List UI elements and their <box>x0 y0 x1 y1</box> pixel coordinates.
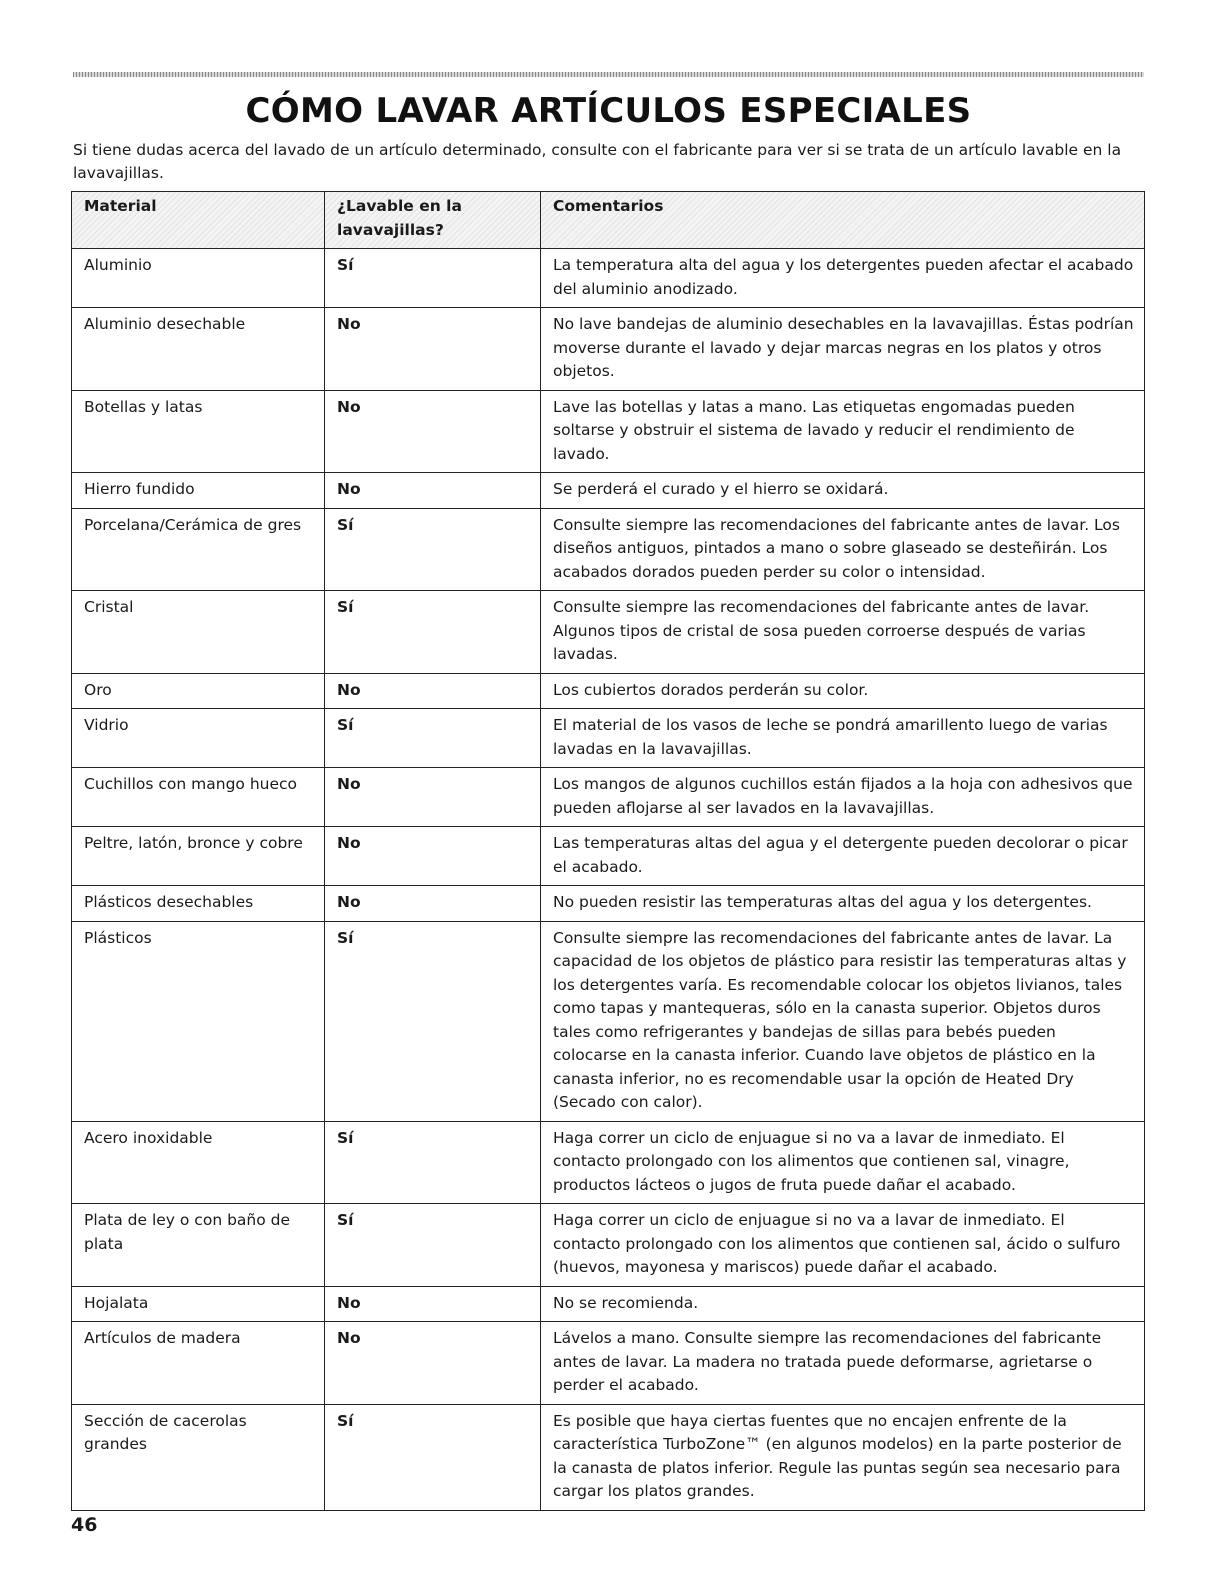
table-row <box>72 1404 1145 1510</box>
header-material: Material <box>72 192 325 249</box>
cell-comments: Haga correr un ciclo de enjuague si no va a lavar de inmediato. El contacto prolongado con los alimentos que contienen sal, vinagre, productos lácteos o jugos de fruta puede dañar el acabado. <box>541 1121 1145 1204</box>
cell-comments: Lave las botellas y latas a mano. Las etiquetas engomadas pueden soltarse y obstruir el sistema de lavado y reducir el rendimiento de lavado. <box>541 390 1145 473</box>
cell-material: Peltre, latón, bronce y cobre <box>72 827 325 886</box>
cell-material: Cuchillos con mango hueco <box>72 768 325 827</box>
table-row <box>72 473 1145 509</box>
cell-material: Hojalata <box>72 1286 325 1322</box>
cell-washable: Sí <box>325 508 541 591</box>
cell-washable: Sí <box>325 249 541 308</box>
cell-washable: No <box>325 308 541 391</box>
cell-comments: No lave bandejas de aluminio desechables en la lavavajillas. Éstas podrían moverse durante el lavado y dejar marcas negras en los platos y otros objetos. <box>541 308 1145 391</box>
cell-comments: Las temperaturas altas del agua y el detergente pueden decolorar o picar el acabado. <box>541 827 1145 886</box>
cell-material: Plásticos <box>72 921 325 1121</box>
cell-material: Botellas y latas <box>72 390 325 473</box>
page-title: CÓMO LAVAR ARTÍCULOS ESPECIALES <box>245 91 972 131</box>
cell-washable: No <box>325 390 541 473</box>
cell-washable: No <box>325 768 541 827</box>
cell-comments: Consulte siempre las recomendaciones del fabricante antes de lavar. La capacidad de los objetos de plástico para resistir las temperaturas altas y los detergentes varía. Es recomendable colocar los objetos livianos, tales como tapas y mantequeras, sólo en la canasta superior. Objetos duros tales como refrigerantes y bandejas de sillas para bebés pueden colocarse en la canasta inferior. Cuando lave objetos de plástico en la canasta inferior, no es recomendable usar la opción de Heated Dry (Secado con calor). <box>541 921 1145 1121</box>
cell-material: Oro <box>72 673 325 709</box>
cell-washable: Sí <box>325 709 541 768</box>
table-row <box>72 1204 1145 1287</box>
cell-comments: No se recomienda. <box>541 1286 1145 1322</box>
cell-washable: Sí <box>325 591 541 674</box>
cell-washable: No <box>325 1286 541 1322</box>
header-comments: Comentarios <box>541 192 1145 249</box>
table-row <box>72 827 1145 886</box>
table-row <box>72 591 1145 674</box>
table-row <box>72 1286 1145 1322</box>
page-number: 46 <box>71 1514 98 1536</box>
table-row <box>72 249 1145 308</box>
cell-washable: Sí <box>325 1121 541 1204</box>
cell-washable: No <box>325 1322 541 1405</box>
cell-washable: No <box>325 827 541 886</box>
cell-comments: Los cubiertos dorados perderán su color. <box>541 673 1145 709</box>
table-row <box>72 673 1145 709</box>
cell-comments: Consulte siempre las recomendaciones del fabricante antes de lavar. Los diseños antiguos, pintados a mano o sobre glaseado se desteñirán. Los acabados dorados pueden perder su color o intensidad. <box>541 508 1145 591</box>
table-header-row <box>72 192 1145 249</box>
cell-washable: No <box>325 886 541 922</box>
cell-material: Hierro fundido <box>72 473 325 509</box>
cell-comments: Haga correr un ciclo de enjuague si no va a lavar de inmediato. El contacto prolongado con los alimentos que contienen sal, ácido o sulfuro (huevos, mayonesa y mariscos) puede dañar el acabado. <box>541 1204 1145 1287</box>
cell-washable: Sí <box>325 921 541 1121</box>
cell-comments: Se perderá el curado y el hierro se oxidará. <box>541 473 1145 509</box>
cell-material: Aluminio <box>72 249 325 308</box>
cell-comments: Los mangos de algunos cuchillos están fijados a la hoja con adhesivos que pueden aflojarse al ser lavados en la lavavajillas. <box>541 768 1145 827</box>
cell-material: Acero inoxidable <box>72 1121 325 1204</box>
table-row <box>72 308 1145 391</box>
table-row <box>72 1322 1145 1405</box>
cell-comments: Lávelos a mano. Consulte siempre las recomendaciones del fabricante antes de lavar. La madera no tratada puede deformarse, agrietarse o perder el acabado. <box>541 1322 1145 1405</box>
special-items-table <box>71 191 1145 1511</box>
table-row <box>72 886 1145 922</box>
table-row <box>72 1121 1145 1204</box>
cell-material: Porcelana/Cerámica de gres <box>72 508 325 591</box>
cell-washable: Sí <box>325 1204 541 1287</box>
cell-washable: Sí <box>325 1404 541 1510</box>
cell-washable: No <box>325 673 541 709</box>
header-washable: ¿Lavable en la lavavajillas? <box>325 192 541 249</box>
cell-comments: No pueden resistir las temperaturas altas del agua y los detergentes. <box>541 886 1145 922</box>
cell-material: Artículos de madera <box>72 1322 325 1405</box>
cell-material: Cristal <box>72 591 325 674</box>
header-rule <box>73 72 1144 77</box>
cell-material: Vidrio <box>72 709 325 768</box>
table-row <box>72 768 1145 827</box>
cell-comments: Es posible que haya ciertas fuentes que no encajen enfrente de la característica TurboZone™ (en algunos modelos) en la parte posterior de la canasta de platos inferior. Regule las puntas según sea necesario para cargar los platos grandes. <box>541 1404 1145 1510</box>
cell-material: Aluminio desechable <box>72 308 325 391</box>
table-body <box>72 249 1145 1511</box>
intro-paragraph: Si tiene dudas acerca del lavado de un artículo determinado, consulte con el fabricante para ver si se trata de un artículo lavable en la lavavajillas. <box>73 141 1122 182</box>
cell-comments: El material de los vasos de leche se pondrá amarillento luego de varias lavadas en la lavavajillas. <box>541 709 1145 768</box>
table-row <box>72 508 1145 591</box>
cell-washable: No <box>325 473 541 509</box>
cell-material: Plásticos desechables <box>72 886 325 922</box>
table-row <box>72 709 1145 768</box>
cell-material: Sección de cacerolas grandes <box>72 1404 325 1510</box>
cell-comments: La temperatura alta del agua y los detergentes pueden afectar el acabado del aluminio anodizado. <box>541 249 1145 308</box>
cell-material: Plata de ley o con baño de plata <box>72 1204 325 1287</box>
table-row <box>72 921 1145 1121</box>
table-row <box>72 390 1145 473</box>
cell-comments: Consulte siempre las recomendaciones del fabricante antes de lavar. Algunos tipos de cristal de sosa pueden corroerse después de varias lavadas. <box>541 591 1145 674</box>
